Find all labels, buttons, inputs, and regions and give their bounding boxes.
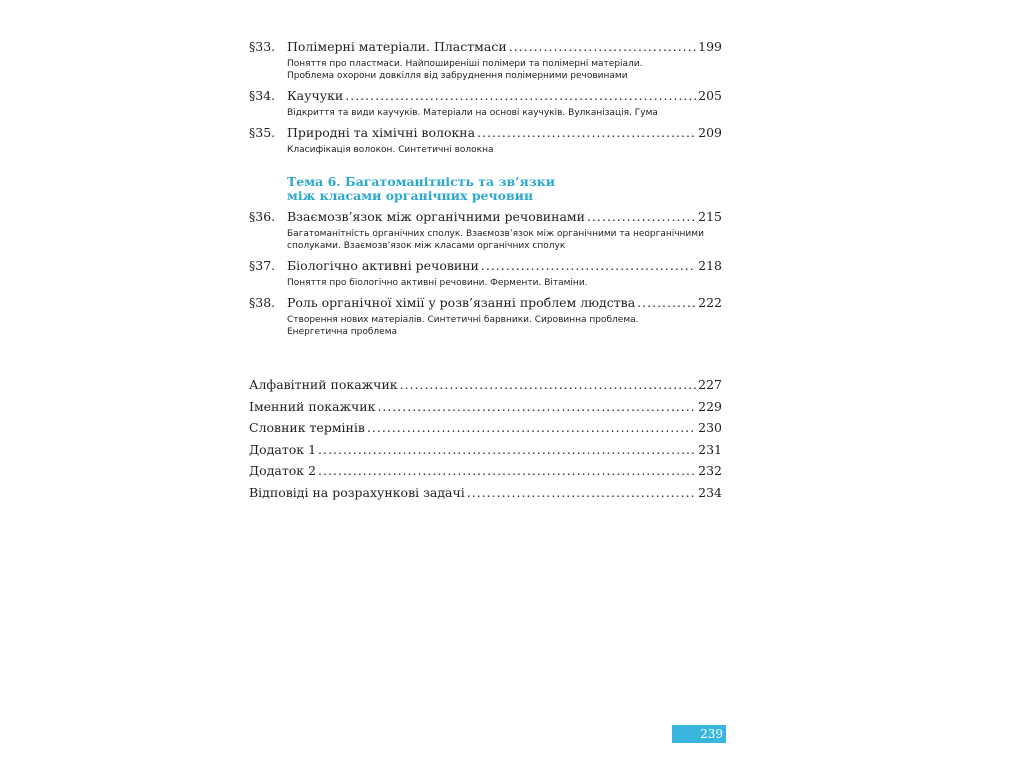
dot-leader: [477, 125, 696, 141]
dot-leader: [637, 295, 696, 311]
section-title: Полімерні матеріали. Пластмаси: [287, 39, 507, 54]
toc-entry-37: [249, 258, 722, 289]
backmatter-title: Додаток 2: [249, 463, 317, 479]
section-title: Природні та хімічні волокна: [287, 125, 476, 140]
section-description: [287, 58, 722, 82]
toc-entry-34: [249, 88, 722, 119]
description-line: Створення нових матеріалів. Синтетичні барвники. Сировинна проблема.: [287, 315, 639, 325]
section-description: [287, 277, 722, 289]
dot-leader: [318, 463, 696, 478]
backmatter-page: 232: [698, 463, 722, 479]
section-title: Каучуки: [287, 88, 344, 103]
dot-leader: [377, 399, 696, 414]
section-title: Взаємозв’язок між органічними речовинами: [287, 209, 585, 224]
backmatter-item: [249, 377, 722, 399]
backmatter-title: Алфавітний покажчик: [249, 377, 398, 392]
section-number: §36.: [249, 209, 276, 224]
section-description: [287, 314, 722, 338]
section-page: 205: [698, 88, 722, 103]
toc-entry-35: [249, 125, 722, 156]
toc-entry-33: [249, 39, 722, 82]
description-line: Поняття про біологічно активні речовини. Ферменти. Вітаміни.: [287, 278, 588, 288]
backmatter-item: [249, 485, 722, 507]
backmatter-item: [249, 463, 722, 485]
section-description: [287, 228, 722, 252]
section-number: §35.: [249, 125, 276, 140]
section-page: 222: [698, 295, 722, 310]
backmatter-item: [249, 399, 722, 421]
toc-entry-36: [249, 209, 722, 252]
dot-leader: [318, 442, 696, 457]
dot-leader: [345, 88, 696, 104]
page-number-badge: 239: [672, 725, 726, 743]
theme-heading-line: Тема 6. Багатоманітність та зв’язки: [287, 174, 555, 189]
description-line: Багатоманітність органічних сполук. Взаємозв’язок між органічними та неорганічними: [287, 229, 704, 239]
description-line: Енергетична проблема: [287, 327, 398, 337]
section-page: 199: [698, 39, 722, 54]
section-title: Біологічно активні речовини: [287, 258, 479, 273]
section-number: §33.: [249, 39, 276, 54]
section-title: Роль органічної хімії у розв’язанні проблем людства: [287, 295, 636, 310]
backmatter-page: 227: [698, 377, 722, 392]
backmatter-title: Словник термінів: [249, 420, 365, 436]
section-description: [287, 107, 722, 119]
backmatter-item: [249, 442, 722, 464]
backmatter-page: 231: [698, 441, 722, 457]
section-number: §38.: [249, 295, 276, 310]
section-page: 215: [698, 209, 722, 224]
backmatter-page: 234: [698, 484, 722, 500]
theme-heading: [287, 175, 555, 203]
description-line: Проблема охорони довкілля від забруднення полімерними речовинами: [287, 71, 628, 81]
backmatter-list: [249, 377, 722, 507]
section-description: [287, 144, 722, 156]
description-line: Класифікація волокон. Синтетичні волокна: [287, 145, 494, 155]
dot-leader: [400, 377, 697, 392]
section-number: §34.: [249, 88, 276, 103]
backmatter-page: 230: [698, 420, 722, 436]
section-number: §37.: [249, 258, 276, 273]
backmatter-item: [249, 420, 722, 442]
theme-heading-line: між класами органічних речовин: [287, 188, 534, 203]
dot-leader: [587, 209, 696, 225]
backmatter-page: 229: [698, 398, 722, 414]
backmatter-title: Іменний покажчик: [249, 398, 376, 414]
description-line: Поняття про пластмаси. Найпоширеніші полімери та полімерні матеріали.: [287, 59, 643, 69]
section-page: 218: [698, 258, 722, 273]
dot-leader: [481, 258, 696, 274]
dot-leader: [509, 39, 696, 55]
description-line: Відкриття та види каучуків. Матеріали на основі каучуків. Вулканізація. Гума: [287, 108, 658, 118]
toc-entry-38: [249, 295, 722, 338]
section-page: 209: [698, 125, 722, 140]
backmatter-title: Відповіді на розрахункові задачі: [249, 484, 465, 500]
backmatter-title: Додаток 1: [249, 441, 317, 457]
dot-leader: [467, 485, 696, 500]
description-line: сполуками. Взаємозв’язок між класами органічних сполук: [287, 241, 566, 251]
dot-leader: [367, 420, 696, 435]
